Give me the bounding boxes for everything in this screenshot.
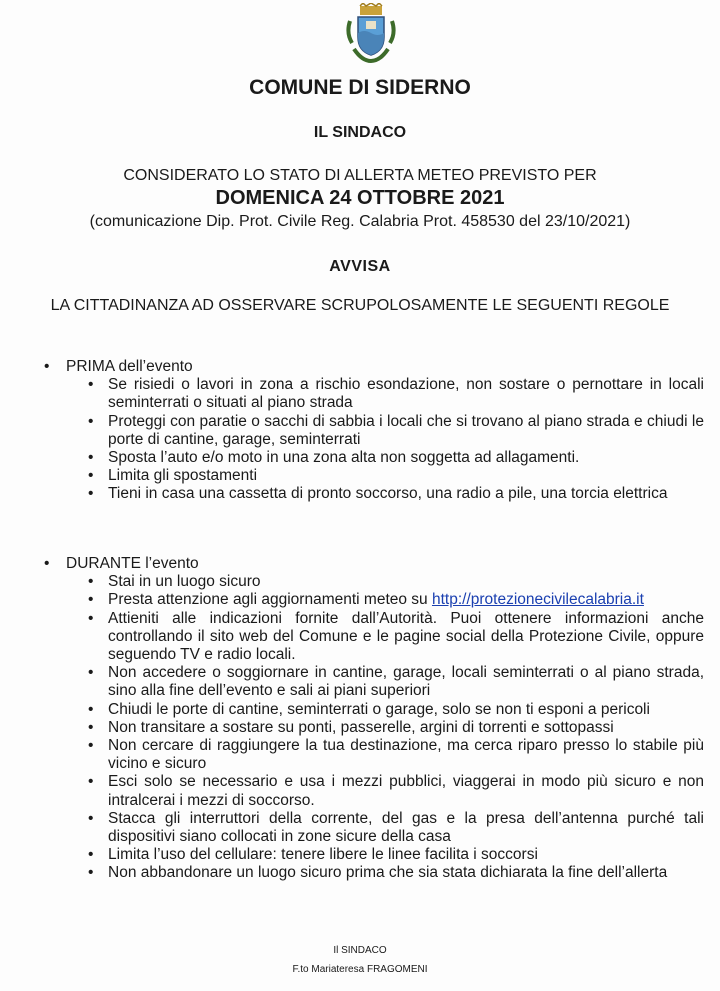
cittadinanza-line: LA CITTADINANZA AD OSSERVARE SCRUPOLOSAMENTE LE SEGUENTI REGOLE: [50, 297, 670, 314]
list-item-text: Presta attenzione agli aggiornamenti meteo su: [108, 591, 428, 609]
bullet-icon: •: [44, 358, 50, 375]
list-item-text: Limita l’uso del cellulare: tenere libere le linee facilita i soccorsi: [108, 846, 538, 864]
list-item: [44, 376, 704, 412]
list-item-text: Esci solo se necessario e usa i mezzi pubblici, viaggerai in modo più sicuro e non intralcerai i mezzi di soccorso.: [108, 773, 704, 809]
list-item: [44, 810, 704, 846]
list-item: [44, 737, 704, 773]
list-item-text: Stai in un luogo sicuro: [108, 573, 261, 591]
bullet-icon: •: [88, 376, 94, 394]
bullet-icon: •: [88, 864, 94, 882]
bullet-icon: •: [44, 555, 50, 572]
durante-heading: [44, 555, 704, 573]
list-item-text: Limita gli spostamenti: [108, 467, 258, 485]
list-item-text: Attieniti alle indicazioni fornite dall’Autorità. Puoi ottenere informazioni anche controllando il sito web del Comune e le pagine social della Protezione Civile, oppure seguendo TV e radio locali.: [108, 609, 704, 664]
list-item: [44, 591, 704, 609]
prima-list: [44, 376, 704, 503]
alert-date: DOMENICA 24 OTTOBRE 2021: [215, 187, 505, 209]
list-item: [44, 573, 704, 591]
comune-title: COMUNE DI SIDERNO: [249, 76, 471, 99]
list-item-text: Chiudi le porte di cantine, seminterrati o garage, solo se non ti esponi a pericoli: [108, 700, 650, 718]
durante-section: [44, 555, 704, 883]
bullet-icon: •: [88, 664, 94, 682]
list-item-text: Proteggi con paratie o sacchi di sabbia i locali che si trovano al piano strada e chiudi le porte di cantine, garage, seminterrati: [108, 412, 704, 448]
list-item: [44, 485, 704, 503]
bullet-icon: •: [88, 700, 94, 718]
comune-crest-icon: [344, 3, 398, 65]
list-item-text: Non cercare di raggiungere la tua destinazione, ma cerca riparo presso lo stabile più vicino e sicuro: [108, 737, 704, 773]
sindaco-heading: IL SINDACO: [313, 124, 407, 141]
bullet-icon: •: [88, 573, 94, 591]
list-item-text: Non transitare a sostare su ponti, passerelle, argini di torrenti e sottopassi: [108, 718, 614, 736]
bullet-icon: •: [88, 485, 94, 503]
list-item: [44, 467, 704, 485]
bullet-icon: •: [88, 412, 94, 430]
signature-name: F.to Mariateresa FRAGOMENI: [292, 964, 428, 975]
list-item: [44, 701, 704, 719]
prima-heading: [44, 358, 704, 376]
list-item-text: Se risiedi o lavori in zona a rischio esondazione, non sostare o pernottare in locali seminterrati o situati al piano strada: [108, 376, 704, 412]
list-item: [44, 664, 704, 700]
bullet-icon: •: [88, 737, 94, 755]
list-item: [44, 449, 704, 467]
list-item: [44, 864, 704, 882]
list-item-text: Non abbandonare un luogo sicuro prima che sia stata dichiarata la fine dell’allerta: [108, 864, 668, 882]
durante-list: [44, 573, 704, 882]
bullet-icon: •: [88, 591, 94, 609]
signature-role: Il SINDACO: [333, 945, 387, 956]
list-item-text: Stacca gli interruttori della corrente, del gas e la presa dell’antenna purché tali dispositivi siano collocati in zone sicure della casa: [108, 809, 704, 846]
list-item: [44, 846, 704, 864]
list-item: [44, 773, 704, 809]
bullet-icon: •: [88, 467, 94, 485]
list-item-text: Sposta l’auto e/o moto in una zona alta non soggetta ad allagamenti.: [108, 449, 580, 467]
bullet-icon: •: [88, 449, 94, 467]
prima-title: PRIMA dell’evento: [66, 358, 193, 375]
list-item: [44, 413, 704, 449]
avvisa-heading: AVVISA: [329, 258, 391, 275]
bullet-icon: •: [88, 718, 94, 736]
list-item-text: Non accedere o soggiornare in cantine, garage, locali seminterrati o al piano strada, sino alla fine dell’evento e sali ai piani superiori: [108, 664, 704, 700]
considerato-line: CONSIDERATO LO STATO DI ALLERTA METEO PREVISTO PER: [123, 167, 597, 184]
bullet-icon: •: [88, 809, 94, 827]
bullet-icon: •: [88, 773, 94, 791]
list-item: [44, 719, 704, 737]
durante-title: DURANTE l’evento: [66, 555, 199, 572]
bullet-icon: •: [88, 609, 94, 627]
prima-section: [44, 358, 704, 504]
list-item-text: Tieni in casa una cassetta di pronto soccorso, una radio a pile, una torcia elettrica: [108, 485, 668, 503]
list-item: [44, 610, 704, 665]
protezione-civile-link[interactable]: http://protezionecivilecalabria.it: [431, 591, 644, 609]
bullet-icon: •: [88, 846, 94, 864]
comunicazione-line: (comunicazione Dip. Prot. Civile Reg. Calabria Prot. 458530 del 23/10/2021): [89, 213, 631, 230]
